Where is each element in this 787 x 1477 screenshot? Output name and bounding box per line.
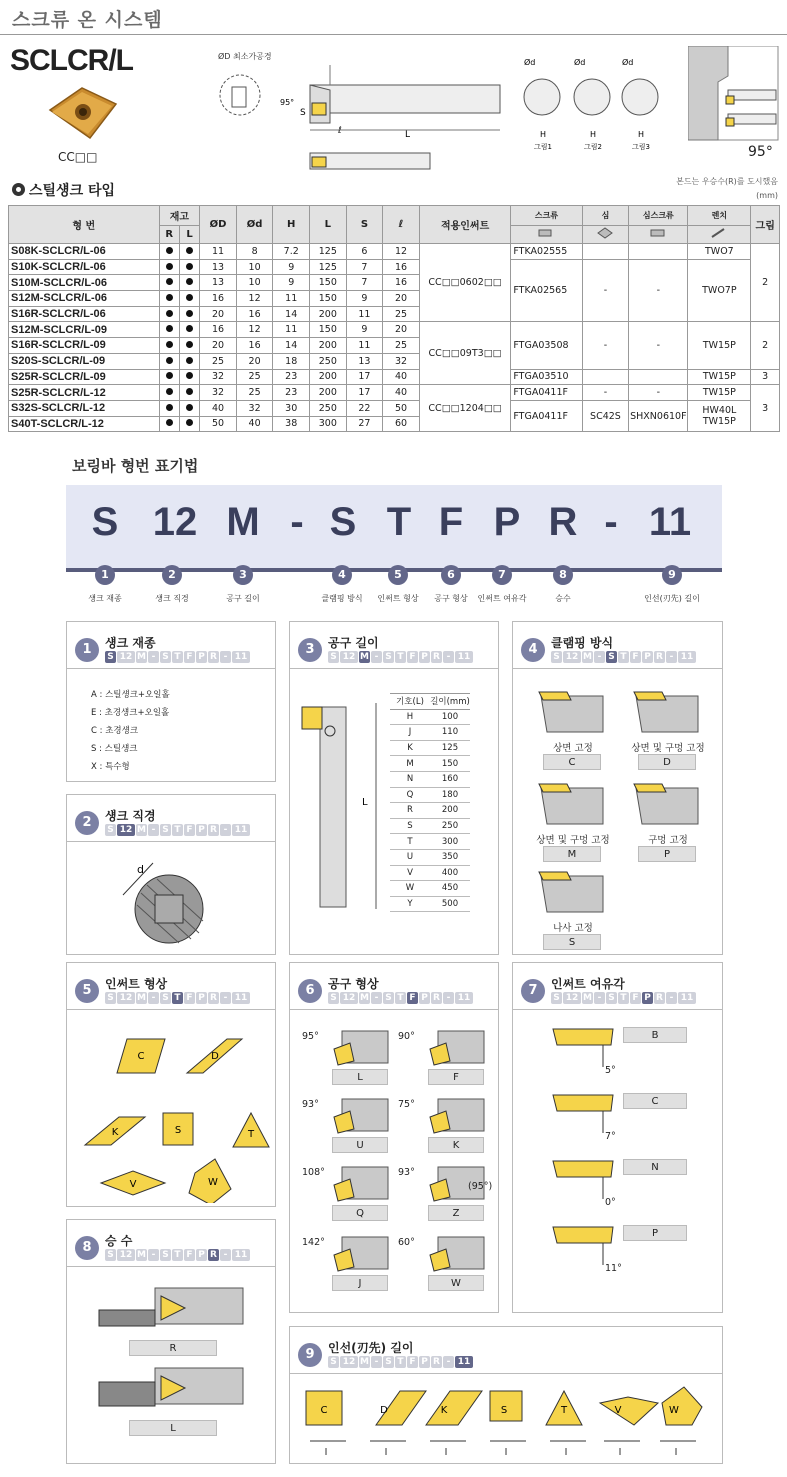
list-item: C : 초경섕크 [91, 726, 139, 736]
table-row: Y 500 [390, 896, 470, 912]
code-label: 클램핑 방식 [321, 594, 363, 603]
svg-text:V: V [614, 1405, 622, 1416]
stock-dot [166, 357, 173, 364]
stock-dot [166, 419, 173, 426]
edge-shape-t [546, 1391, 586, 1458]
tool-shape-drawing [332, 1095, 392, 1135]
code-char: - [290, 500, 304, 544]
table-row: S20S-SCLCR/L-09 25 20 18 250 13 32 [9, 353, 780, 369]
relief-angle-drawing [549, 1091, 629, 1141]
stock-dot [166, 294, 173, 301]
tool-shape-drawing [332, 1027, 392, 1067]
table-row: S10M-SCLCR/L-06 13 10 9 150 7 16 [9, 275, 780, 291]
code-characters [66, 500, 722, 560]
wrench-icon [710, 227, 728, 239]
svg-text:K: K [111, 1127, 119, 1138]
edge-shape-c [306, 1391, 346, 1458]
spec-table: 형 번 재고 ØD Ød H L S ℓ 적용인써트 스크류 심 심스크류 렌치 그림 R L S08K-SCLCR/L-06 11 8 7.2 125 6 12 CC□□0602□□ FTKA02555 TWO7 2 S10K-SCLCR/L-06 13 10 9 125 7 16 FTKA02565 - - TWO7P S10M-SCLCR/L-06 13 10 9 150 7 16 S12M-SCLCR/L-06 16 12 11 150 9 20 S16R-SCLCR/L-06 20 16 14 200 11 25 S12M-SCLCR/L-09 16 12 11 150 9 20 CC□□09T3□□ FTGA03508 - - TW15P 2 S16R-SCLCR/L-09 20 16 14 200 11 25 S20S-SCLCR/L-09 25 20 18 250 13 32 S25R-SCLCR/L-09 32 25 23 200 17 40 FTGA03510 TW15P 3 S25R-SCLCR/L-12 32 25 23 200 17 40 CC□□1204□□ FTGA0411F - - TW15P 3 S32S-SCLCR/L-12 40 32 30 250 22 50 FTGA0411F SC42S SHXN0610F HW40L TW15P S40T-SCLCR/L-12 50 40 38 300 27 60 [8, 205, 780, 432]
table-row: S12M-SCLCR/L-06 16 12 11 150 9 20 [9, 291, 780, 307]
col-stock: 재고 [159, 206, 200, 226]
stock-dot [186, 294, 193, 301]
insert-shapes [67, 1013, 277, 1203]
svg-text:T: T [247, 1129, 255, 1140]
stock-dot [166, 325, 173, 332]
clamp-drawing [537, 778, 609, 826]
code-char: F [438, 500, 464, 544]
tool-shape-drawing [332, 1233, 392, 1273]
code-label: 섕크 직경 [155, 594, 189, 603]
model-cell: S16R-SCLCR/L-09 [9, 338, 160, 354]
model-cell: S32S-SCLCR/L-12 [9, 400, 160, 416]
list-item: E : 초경섕크+오일홀 [91, 708, 170, 718]
table-row: J 110 [390, 725, 470, 741]
svg-text:D: D [211, 1051, 219, 1062]
code-number: 9 [662, 565, 682, 585]
stock-dot [186, 247, 193, 254]
table-row: H 100 [390, 709, 470, 725]
svg-text:l: l [384, 1448, 388, 1458]
svg-text:l: l [674, 1448, 678, 1458]
hand-drawing [95, 1360, 255, 1416]
stock-dot [166, 263, 173, 270]
list-item: A : 스틸섕크+오일홀 [91, 690, 170, 700]
code-label: 인써트 형상 [377, 594, 419, 603]
d2-label: Ød [574, 58, 586, 67]
code-char: 11 [648, 500, 692, 544]
stock-dot [186, 388, 193, 395]
code-label: 인선(刃先) 길이 [644, 594, 700, 603]
note: 본드는 우승수(R)를 도시했음 (mm) [676, 177, 778, 200]
bullet-icon [12, 183, 25, 196]
table-row: V 400 [390, 865, 470, 881]
svg-text:S: S [500, 1405, 508, 1416]
stock-dot [166, 388, 173, 395]
model-cell: S08K-SCLCR/L-06 [9, 244, 160, 260]
tool-shape-drawing [332, 1163, 392, 1203]
shank-diameter-drawing [107, 853, 237, 949]
code-number: 2 [162, 565, 182, 585]
tool-length-drawing [298, 697, 388, 947]
col-model: 형 번 [9, 206, 160, 244]
model-cell: S25R-SCLCR/L-12 [9, 385, 160, 401]
relief-angle-drawing [549, 1157, 629, 1207]
stock-dot [166, 372, 173, 379]
h1-label: H [540, 130, 547, 139]
code-char: P [493, 500, 521, 544]
clamp-drawing [632, 686, 704, 734]
shim-screw-icon [650, 228, 666, 238]
table-row: S16R-SCLCR/L-06 20 16 14 200 11 25 [9, 306, 780, 322]
code-label: 공구 형상 [434, 594, 468, 603]
svg-text:l: l [618, 1448, 622, 1458]
page-title: 스크류 온 시스템 [12, 9, 163, 31]
model-name: SCLCR/L [10, 44, 133, 77]
model-cell: S20S-SCLCR/L-09 [9, 353, 160, 369]
stock-dot [186, 263, 193, 270]
edge-length-shapes [290, 1377, 724, 1463]
h2-label: H [590, 130, 597, 139]
code-char: 12 [152, 500, 198, 544]
svg-text:l: l [504, 1448, 508, 1458]
stock-dot [186, 419, 193, 426]
edge-shape-s [490, 1391, 526, 1458]
table-row: U 350 [390, 849, 470, 865]
table-row: S 250 [390, 818, 470, 834]
svg-text:C: C [320, 1405, 328, 1416]
table-row: S25R-SCLCR/L-09 32 25 23 200 17 40 FTGA03510 TW15P 3 [9, 369, 780, 385]
code-label: 인써트 여유각 [477, 594, 527, 603]
code-legend [0, 563, 787, 613]
fig2-label: 그림2 [584, 143, 602, 151]
stock-dot [186, 341, 193, 348]
svg-text:S: S [174, 1125, 182, 1136]
stock-dot [186, 310, 193, 317]
clamp-drawing [632, 778, 704, 826]
insert-image [42, 82, 122, 146]
svg-text:d: d [137, 863, 144, 876]
shank-section-drawing [510, 55, 670, 155]
clamp-drawing [537, 866, 609, 914]
model-cell: S25R-SCLCR/L-09 [9, 369, 160, 385]
code-char: S [91, 500, 119, 544]
model-cell: S12M-SCLCR/L-09 [9, 322, 160, 338]
panel-shank-material: 1 섕크 재종 S 12 M - S T F P R - 11 A : 스틸섕크+오일홀 E : 초경섕크+오일홀 C : 초경섕크 S : 스틸섕크 X : 특수형 [66, 621, 276, 782]
section-title: 스틸섕크 타입 [12, 180, 115, 200]
edge-shape-k [426, 1391, 482, 1458]
table-row: S16R-SCLCR/L-09 20 16 14 200 11 25 [9, 338, 780, 354]
code-number: 7 [492, 565, 512, 585]
angle-95: 95° [748, 144, 773, 160]
panel-tool-length: 3 공구 길이 S 12 M - S T F P R - 11 L 기호(L) 길이(mm) H 100 J 110 K 125 M 150 N 160 Q 180 R 200 S 250 T 300 U 350 V 400 W 450 Y 500 [289, 621, 499, 955]
svg-text:l: l [564, 1448, 568, 1458]
relief-angle-drawing [549, 1025, 629, 1075]
length-table: 기호(L) 길이(mm) H 100 J 110 K 125 M 150 N 160 Q 180 R 200 S 250 T 300 U 350 V 400 W 450 Y 500 [390, 693, 470, 912]
tool-drawing [210, 45, 510, 185]
tool-shape-drawing [428, 1027, 488, 1067]
stock-dot [186, 325, 193, 332]
list-item: X : 특수형 [91, 762, 130, 772]
code-label: 승수 [555, 594, 571, 603]
code-number: 8 [553, 565, 573, 585]
code-label: 섕크 재종 [88, 594, 122, 603]
table-row: S25R-SCLCR/L-12 32 25 23 200 17 40 CC□□1204□□ FTGA0411F - - TW15P 3 [9, 385, 780, 401]
hand-drawing [95, 1280, 255, 1336]
shim-icon [596, 227, 614, 239]
s-label: S [300, 108, 306, 118]
d1-label: Ød [524, 58, 536, 67]
code-label: 공구 길이 [226, 594, 260, 603]
code-number: 6 [441, 565, 461, 585]
model-cell: S12M-SCLCR/L-06 [9, 291, 160, 307]
stock-dot [166, 404, 173, 411]
stock-dot [186, 404, 193, 411]
code-number: 5 [388, 565, 408, 585]
table-row: S40T-SCLCR/L-12 50 40 38 300 27 60 [9, 416, 780, 432]
table-row: S12M-SCLCR/L-09 16 12 11 150 9 20 CC□□09T3□□ FTGA03508 - - TW15P 2 [9, 322, 780, 338]
svg-text:W: W [208, 1177, 218, 1188]
d3-label: Ød [622, 58, 634, 67]
svg-text:D: D [380, 1405, 388, 1416]
panel-tool-shape: 6 공구 형상 S 12 M - S T F P R - 11 95° L 90° F 93° U 75° K 108° Q 93° Z 142° J 60° W (95°) [289, 962, 499, 1313]
stock-dot [186, 357, 193, 364]
edge-shape-w [660, 1387, 702, 1458]
panel-insert-shape: 5 인써트 형상 S 12 M - S T F P R - 11 C D K S T V W [66, 962, 276, 1207]
model-cell: S10M-SCLCR/L-06 [9, 275, 160, 291]
od-label: ØD 최소가공경 [218, 52, 272, 61]
edge-shape-d [370, 1391, 426, 1458]
model-cell: S40T-SCLCR/L-12 [9, 416, 160, 432]
L-label: L [405, 130, 411, 140]
code-char: - [604, 500, 618, 544]
code-number: 4 [332, 565, 352, 585]
list-item: S : 스틸섕크 [91, 744, 138, 754]
table-row: Q 180 [390, 787, 470, 803]
l-small-label: ℓ [338, 126, 342, 136]
stock-dot [166, 341, 173, 348]
table-row: S10K-SCLCR/L-06 13 10 9 125 7 16 FTKA02565 - - TWO7P [9, 259, 780, 275]
boring-title: 보링바 형번 표기법 [72, 457, 199, 475]
code-number: 1 [95, 565, 115, 585]
clamp-drawing [537, 686, 609, 734]
stock-dot [186, 278, 193, 285]
code-char: S [329, 500, 357, 544]
stock-dot [166, 247, 173, 254]
code-number: 3 [233, 565, 253, 585]
cutting-direction-drawing [688, 46, 780, 142]
model-cell: S10K-SCLCR/L-06 [9, 259, 160, 275]
stock-dot [166, 278, 173, 285]
model-cell: S16R-SCLCR/L-06 [9, 306, 160, 322]
tool-shape-drawing [428, 1095, 488, 1135]
table-row: S32S-SCLCR/L-12 40 32 30 250 22 50 FTGA0411F SC42S SHXN0610F HW40L TW15P [9, 400, 780, 416]
svg-text:C: C [137, 1051, 145, 1062]
header-divider [0, 34, 787, 35]
table-row: S08K-SCLCR/L-06 11 8 7.2 125 6 12 CC□□0602□□ FTKA02555 TWO7 2 [9, 244, 780, 260]
screw-icon [538, 228, 554, 238]
svg-text:l: l [444, 1448, 448, 1458]
stock-dot [166, 310, 173, 317]
code-char: M [226, 500, 260, 544]
table-row: R 200 [390, 803, 470, 819]
table-row: T 300 [390, 834, 470, 850]
insert-label: CC□□ [58, 150, 98, 164]
panel-hand: 8 승 수 S 12 M - S T F P R - 11 R L [66, 1219, 276, 1464]
table-row: W 450 [390, 881, 470, 897]
svg-text:L: L [362, 797, 368, 808]
table-row: K 125 [390, 740, 470, 756]
panel-shank-diameter: 2 섕크 직경 S 12 M - S T F P R - 11 d [66, 794, 276, 955]
fig3-label: 그림3 [632, 143, 650, 151]
edge-shape-v [600, 1397, 658, 1458]
angle-label: 95° [280, 98, 295, 107]
panel-relief-angle: 7 인써트 여유각 S 12 M - S T F P R - 11 5° B 7° C 0° N 11° P [512, 962, 723, 1313]
svg-text:W: W [669, 1405, 679, 1416]
code-char: R [548, 500, 578, 544]
h3-label: H [638, 130, 645, 139]
svg-text:V: V [129, 1179, 137, 1190]
svg-text:T: T [560, 1405, 568, 1416]
table-row: N 160 [390, 771, 470, 787]
stock-dot [186, 372, 193, 379]
fig1-label: 그림1 [534, 143, 552, 151]
code-char: T [386, 500, 412, 544]
svg-text:l: l [324, 1448, 328, 1458]
tool-shape-drawing [428, 1233, 488, 1273]
svg-text:K: K [440, 1405, 448, 1416]
panel-cutting-edge-length: 9 인선(刃先) 길이 S 12 M - S T F P R - 11 C l D l K l S l T l V l W l [289, 1326, 723, 1464]
table-row: M 150 [390, 756, 470, 772]
panel-clamping: 4 클램핑 방식 S 12 M - S T F P R - 11 상면 고정 C 상면 및 구멍 고정 D 상면 및 구멍 고정 M 구멍 고정 P 나사 고정 S [512, 621, 723, 955]
